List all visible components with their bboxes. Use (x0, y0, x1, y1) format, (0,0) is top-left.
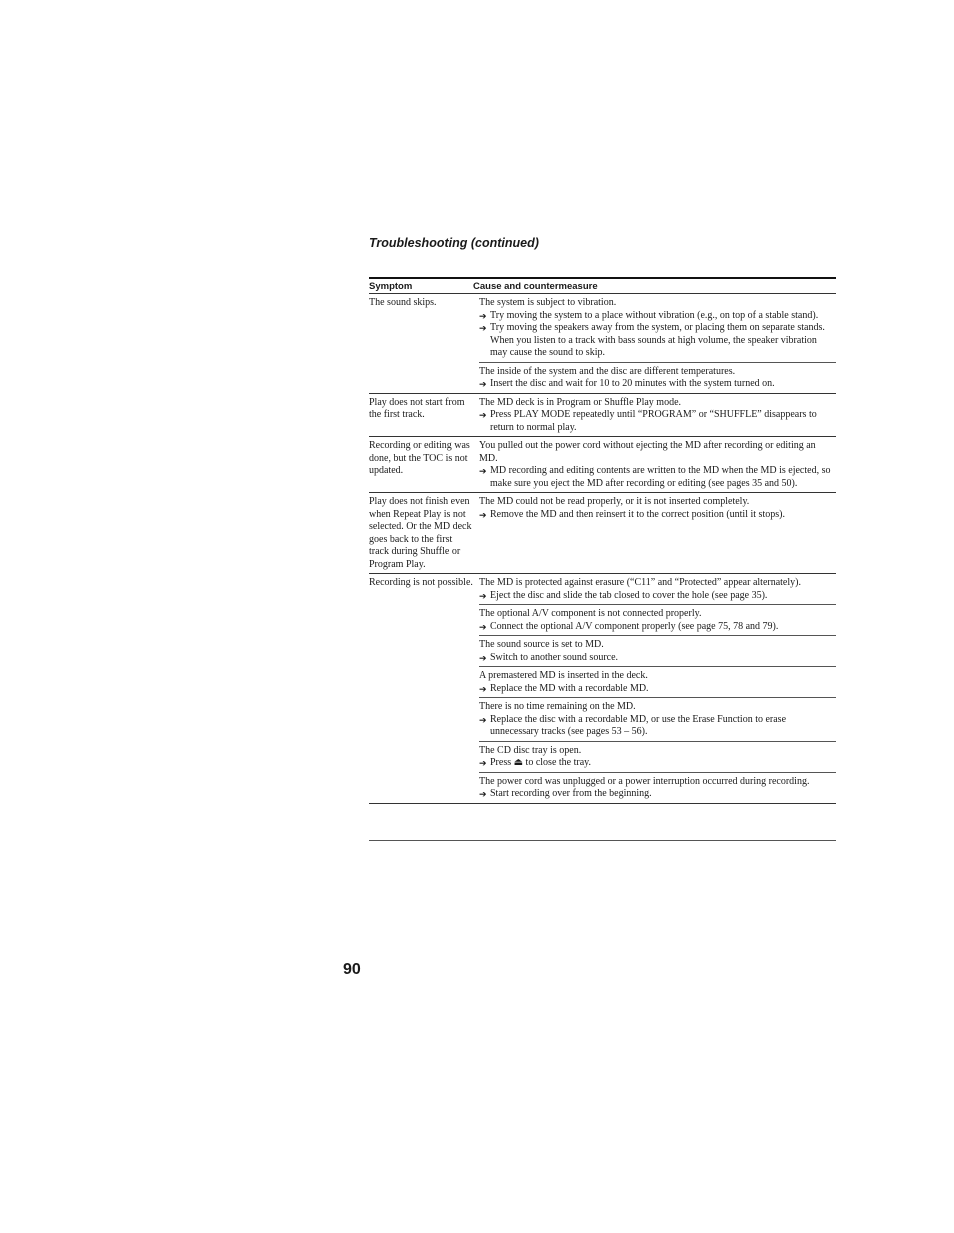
remedy-item (479, 310, 836, 323)
cause-block (479, 437, 836, 492)
remedy-text: Press ⏏ to close the tray. (490, 757, 592, 768)
table-row (369, 394, 836, 438)
cause-text: The system is subject to vibration. (479, 297, 617, 308)
remedy-text: Replace the MD with a recordable MD. (490, 682, 649, 694)
cause-text: The MD is protected against erasure (“C11” and “Protected” appear alternately). (479, 577, 801, 588)
header-cause: Cause and countermeasure (473, 281, 598, 292)
remedy-text: Remove the MD and then reinsert it to the correct position (until it stops). (490, 508, 785, 520)
remedy-text: Insert the disc and wait for 10 to 20 minutes with the system turned on. (490, 378, 775, 389)
cause-block (479, 574, 836, 605)
remedy-item (479, 714, 836, 739)
arrow-icon: ➔ (479, 590, 487, 601)
cause-text: The power cord was unplugged or a power interruption occurred during recording. (479, 775, 810, 787)
cause-block (479, 294, 836, 363)
cause-text: The MD could not be read properly, or it is not inserted completely. (479, 496, 750, 507)
cause-text: The sound source is set to MD. (479, 639, 604, 650)
remedy-text: Try moving the system to a place without vibration (e.g., on top of a stable stand). (490, 309, 819, 321)
cause-block (479, 605, 836, 636)
table-row (369, 493, 836, 574)
header-symptom: Symptom (369, 281, 413, 292)
remedy-text: Eject the disc and slide the tab closed to cover the hole (see page 35). (490, 589, 768, 601)
page-number: 90 (343, 961, 361, 978)
cause-block (479, 667, 836, 698)
remedy-item (479, 788, 836, 801)
remedy-item (479, 621, 836, 634)
remedy-text: MD recording and editing contents are written to the MD when the MD is ejected, so make sure you eject the MD after recording or editing (see pages 35 and 50). (490, 465, 831, 489)
arrow-icon: ➔ (479, 789, 487, 799)
remedy-text: Connect the optional A/V component properly (see page 75, 78 and 79). (490, 620, 779, 632)
cause-block (479, 363, 836, 393)
remedy-item (479, 683, 836, 696)
table-row (369, 294, 836, 394)
cause-text: You pulled out the power cord without ejecting the MD after recording or editing an MD. (479, 440, 816, 464)
arrow-icon: ➔ (479, 683, 487, 694)
cause-block (479, 698, 836, 742)
remedy-item (479, 652, 836, 665)
symptom-cell: The sound skips. (369, 297, 437, 308)
cause-cell (479, 493, 836, 573)
table-row (369, 574, 836, 804)
symptom-cell: Play does not start from the first track. (369, 396, 465, 420)
remedy-text: Try moving the speakers away from the system, or placing them on separate stands. (490, 322, 825, 333)
cause-text: The optional A/V component is not connected properly. (479, 608, 702, 619)
cause-cell (479, 437, 836, 492)
arrow-icon: ➔ (479, 714, 487, 725)
remedy-text: Press PLAY MODE repeatedly until “PROGRAM” or “SHUFFLE” disappears to return to normal play. (490, 409, 817, 433)
remedy-note: When you listen to a track with bass sounds at high volume, the speaker vibration may cause the sound to skip. (490, 334, 817, 358)
cause-cell (479, 394, 836, 437)
table-row (369, 437, 836, 493)
cause-text: A premastered MD is inserted in the deck. (479, 670, 648, 681)
remedy-item (479, 757, 836, 770)
arrow-icon: ➔ (479, 379, 487, 389)
arrow-icon: ➔ (479, 758, 487, 768)
cause-cell (479, 294, 836, 393)
symptom-cell: Recording or editing was done, but the TOC is not updated. (369, 440, 470, 476)
cause-text: The inside of the system and the disc are different temperatures. (479, 365, 736, 377)
remedy-item (479, 378, 836, 391)
remedy-item (479, 590, 836, 603)
arrow-icon: ➔ (479, 652, 487, 663)
symptom-cell: Play does not finish even when Repeat Play is not selected. Or the MD deck goes back to the first track during Shuffle or Program Play. (369, 496, 472, 570)
cause-text: The CD disc tray is open. (479, 744, 582, 756)
cause-text: There is no time remaining on the MD. (479, 701, 636, 712)
remedy-item (479, 509, 836, 522)
remedy-text: Replace the disc with a recordable MD, or use the Erase Function to erase unnecessary tracks (see pages 53 – 56). (490, 713, 787, 737)
cause-text: The MD deck is in Program or Shuffle Play mode. (479, 396, 682, 408)
table-end-divider (369, 840, 836, 841)
cause-block (479, 773, 836, 803)
symptom-cell: Recording is not possible. (369, 577, 473, 588)
arrow-icon: ➔ (479, 466, 487, 476)
remedy-item (479, 322, 836, 335)
arrow-icon: ➔ (479, 323, 487, 333)
arrow-icon: ➔ (479, 310, 487, 321)
cause-block (479, 636, 836, 667)
section-title: Troubleshooting (continued) (369, 236, 539, 250)
cause-block (479, 394, 836, 437)
remedy-item (479, 409, 836, 434)
cause-block (479, 493, 836, 523)
arrow-icon: ➔ (479, 621, 487, 632)
troubleshooting-table (369, 277, 836, 804)
remedy-text: Switch to another sound source. (490, 651, 619, 663)
arrow-icon: ➔ (479, 509, 487, 520)
cause-block (479, 742, 836, 773)
remedy-item (479, 465, 836, 490)
arrow-icon: ➔ (479, 410, 487, 420)
table-header (369, 279, 836, 294)
cause-cell (479, 574, 836, 803)
remedy-text: Start recording over from the beginning. (490, 788, 652, 799)
